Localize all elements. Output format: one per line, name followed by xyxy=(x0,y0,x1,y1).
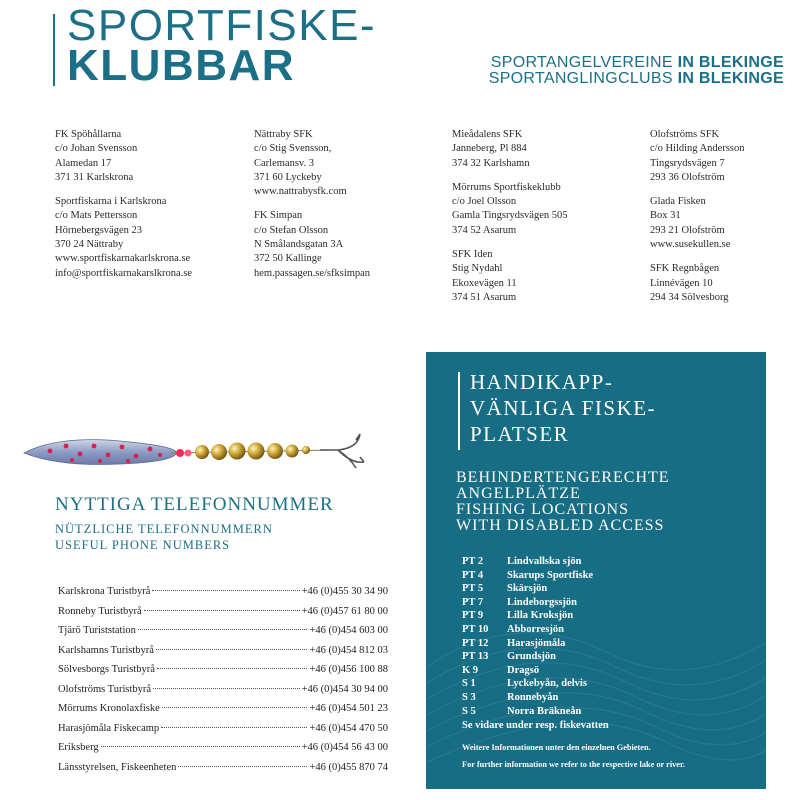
location-name: Lilla Kroksjön xyxy=(507,610,574,622)
club-address-line: 371 31 Karlskrona xyxy=(55,171,134,183)
info-german: Weitere Informationen unter den einzelnen Gebieten. xyxy=(462,743,651,752)
location-name: Ronnebyån xyxy=(507,691,559,703)
club-address-line: 371 60 Lyckeby xyxy=(254,171,322,183)
club-entry xyxy=(650,262,745,305)
dot-leader xyxy=(101,746,300,747)
subtitle-german-suffix: IN BLEKINGE xyxy=(677,54,784,71)
club-entry xyxy=(254,128,370,199)
club-address-line: Janneberg, Pl 884 xyxy=(452,143,527,155)
phone-number: +46 (0)456 100 88 xyxy=(309,664,388,675)
panel-subtitle-line2: ANGELPLÄTZE xyxy=(456,485,581,502)
club-address-line: 374 32 Karlshamn xyxy=(452,157,530,169)
location-row xyxy=(462,610,593,624)
club-address-line: c/o Johan Svensson xyxy=(55,143,138,155)
location-name: Dragsö xyxy=(507,664,540,676)
location-code: PT 13 xyxy=(462,651,489,663)
club-column-2 xyxy=(254,128,370,291)
dot-leader xyxy=(157,668,308,669)
club-name: Sportfiskarna i Karlskrona xyxy=(55,196,167,208)
panel-accent-bar xyxy=(458,372,460,450)
club-address-line: 370 24 Nättraby xyxy=(55,239,124,251)
club-entry xyxy=(650,128,745,185)
phone-row xyxy=(58,645,388,665)
club-address-line: Box 31 xyxy=(650,210,681,222)
location-name: Skärsjön xyxy=(507,583,548,595)
club-link[interactable]: www.sportfiskarnakarlskrona.se xyxy=(55,253,191,265)
club-address-line: 293 21 Olofström xyxy=(650,224,725,236)
subtitle-english-prefix: SPORTANGLINGCLUBS xyxy=(488,70,678,87)
phone-number: +46 (0)454 30 94 00 xyxy=(301,683,388,695)
club-address-line: Tingsrydsvägen 7 xyxy=(650,157,725,169)
club-address-line: N Smålandsgatan 3A xyxy=(254,239,344,251)
location-code: PT 4 xyxy=(462,569,484,581)
phone-contact-name: Harasjömåla Fiskecamp xyxy=(58,722,160,734)
phone-number: +46 (0)454 603 00 xyxy=(309,625,388,636)
phones-title: NYTTIGA TELEFONNUMMER xyxy=(55,494,334,515)
club-address-line: Gamla Tingsrydsvägen 505 xyxy=(452,210,568,222)
location-row xyxy=(462,678,593,692)
location-row xyxy=(462,556,593,570)
phone-contact-name: Ronneby Turistbyrå xyxy=(58,605,142,617)
location-code: K 9 xyxy=(462,664,479,676)
club-name: FK Spöhållarna xyxy=(55,129,122,140)
phone-row xyxy=(58,625,388,645)
dot-leader xyxy=(153,688,300,689)
phone-number: +46 (0)454 501 23 xyxy=(309,703,388,714)
phone-contact-name: Olofströms Turistbyrå xyxy=(58,683,152,695)
club-address-line: Alamedan 17 xyxy=(55,157,112,169)
phone-number: +46 (0)457 61 80 00 xyxy=(301,605,388,617)
page-title-line2: KLUBBAR xyxy=(67,41,296,90)
dot-leader xyxy=(161,727,307,728)
phone-contact-name: Sölvesborgs Turistbyrå xyxy=(58,664,155,675)
club-entry xyxy=(650,195,745,252)
club-entry xyxy=(55,128,192,185)
location-name: Lindeborgssjön xyxy=(507,596,578,608)
accessible-locations-panel xyxy=(426,352,766,789)
location-row xyxy=(462,692,593,706)
club-name: SFK Iden xyxy=(452,249,493,261)
page-title-line1: SPORTFISKE- xyxy=(67,1,377,50)
club-address-line: Ekoxevägen 11 xyxy=(452,277,517,289)
phone-row xyxy=(58,586,388,606)
club-address-line: 293 36 Olofström xyxy=(650,171,725,183)
phone-row xyxy=(58,742,388,762)
dot-leader xyxy=(178,766,307,767)
phone-row xyxy=(58,723,388,743)
dot-leader xyxy=(156,649,307,650)
club-entry xyxy=(254,209,370,280)
phone-row xyxy=(58,703,388,723)
fishing-lure-image xyxy=(20,420,370,480)
club-entry xyxy=(452,181,568,238)
location-row xyxy=(462,597,593,611)
club-link[interactable]: hem.passagen.se/sfksimpan xyxy=(254,267,371,279)
location-code: PT 10 xyxy=(462,623,489,635)
location-name: Lindvallska sjön xyxy=(507,556,582,567)
location-name: Abborresjön xyxy=(507,623,564,635)
location-name: Norra Bräkneån xyxy=(507,705,582,717)
location-code: S 1 xyxy=(462,678,476,690)
location-code: PT 9 xyxy=(462,610,484,622)
location-code: PT 5 xyxy=(462,583,484,595)
panel-subtitle-line3: FISHING LOCATIONS xyxy=(456,501,630,518)
location-name: Grundsjön xyxy=(507,651,557,663)
location-row xyxy=(462,638,593,652)
panel-title-line3: PLATSER xyxy=(470,422,570,446)
club-name: Glada Fisken xyxy=(650,196,706,208)
dot-leader xyxy=(138,629,308,630)
club-link[interactable]: info@sportfiskarnakarslkrona.se xyxy=(55,267,193,279)
panel-title-line2: VÄNLIGA FISKE- xyxy=(470,396,657,420)
subtitle-english xyxy=(489,71,784,87)
club-entry xyxy=(55,195,192,281)
location-code: PT 2 xyxy=(462,556,484,567)
club-address-line: c/o Stig Svensson, xyxy=(254,143,332,155)
phone-number: +46 (0)454 470 50 xyxy=(309,722,388,734)
club-address-line: 374 52 Asarum xyxy=(452,224,517,236)
club-address-line: 294 34 Sölvesborg xyxy=(650,291,729,303)
location-code: S 5 xyxy=(462,705,476,717)
location-name: Skarups Sportfiske xyxy=(507,569,594,581)
location-code: S 3 xyxy=(462,691,476,703)
club-name: SFK Regnbågen xyxy=(650,263,720,275)
club-address-line: c/o Mats Pettersson xyxy=(55,210,138,222)
phone-number: +46 (0)454 56 43 00 xyxy=(301,742,388,753)
location-code: PT 7 xyxy=(462,596,484,608)
phone-contact-name: Mörrums Kronolaxfiske xyxy=(58,703,160,714)
subtitle-german-prefix: SPORTANGELVEREINE xyxy=(490,54,678,71)
dot-leader xyxy=(152,590,299,591)
club-name: Mörrums Sportfiskeklubb xyxy=(452,181,561,193)
club-column-4 xyxy=(650,128,745,315)
club-address-line: c/o Stefan Olsson xyxy=(254,224,329,236)
location-row xyxy=(462,665,593,679)
info-english: For further information we refer to the respective lake or river. xyxy=(462,760,685,769)
dot-leader xyxy=(162,707,308,708)
subtitle-german xyxy=(491,55,784,71)
club-address-line: Linnévägen 10 xyxy=(650,277,713,289)
phone-number: +46 (0)455 30 34 90 xyxy=(301,586,388,597)
club-entry xyxy=(452,248,568,305)
phone-number: +46 (0)455 870 74 xyxy=(309,761,388,773)
club-address-line: c/o Joel Olsson xyxy=(452,196,517,208)
club-address-line: 374 51 Asarum xyxy=(452,291,517,303)
panel-subtitle-line4: WITH DISABLED ACCESS xyxy=(456,517,665,534)
location-name: Harasjömåla xyxy=(507,637,566,649)
location-list xyxy=(462,556,593,719)
phone-row xyxy=(58,762,388,782)
location-row xyxy=(462,583,593,597)
phone-contact-name: Eriksberg xyxy=(58,742,99,753)
location-row xyxy=(462,570,593,584)
club-address-line: Carlemansv. 3 xyxy=(254,157,314,169)
phone-contact-name: Tjärö Turiststation xyxy=(58,625,136,636)
phone-row xyxy=(58,664,388,684)
club-name: Mieådalens SFK xyxy=(452,129,523,140)
phone-contact-name: Karlskrona Turistbyrå xyxy=(58,586,151,597)
phone-list xyxy=(58,586,388,781)
panel-subtitle-line1: BEHINDERTENGERECHTE xyxy=(456,469,670,486)
club-name: Olofströms SFK xyxy=(650,129,720,140)
location-row xyxy=(462,651,593,665)
club-link[interactable]: www.nattrabysfk.com xyxy=(254,186,347,198)
dot-leader xyxy=(144,610,300,611)
phones-subtitle-english: USEFUL PHONE NUMBERS xyxy=(55,538,231,552)
club-link[interactable]: www.susekullen.se xyxy=(650,239,731,251)
club-column-3 xyxy=(452,128,568,315)
club-entry xyxy=(452,128,568,171)
phone-contact-name: Länsstyrelsen, Fiskeenheten xyxy=(58,761,177,773)
phone-contact-name: Karlshamns Turistbyrå xyxy=(58,644,154,656)
phones-subtitle-german: NÜTZLICHE TELEFONNUMMERN xyxy=(55,522,273,536)
phone-number: +46 (0)454 812 03 xyxy=(309,644,388,656)
title-accent-bar xyxy=(53,14,55,86)
location-code: PT 12 xyxy=(462,637,489,649)
club-name: FK Simpan xyxy=(254,210,303,222)
club-name: Nättraby SFK xyxy=(254,129,313,140)
panel-title-line1: HANDIKAPP- xyxy=(470,370,614,394)
club-address-line: Stig Nydahl xyxy=(452,263,503,275)
subtitle-english-suffix: IN BLEKINGE xyxy=(677,70,784,87)
location-row xyxy=(462,706,593,720)
location-name: Lyckebyån, delvis xyxy=(507,678,587,690)
location-note: Se vidare under resp. fiskevatten xyxy=(462,720,609,731)
club-column-1 xyxy=(55,128,192,291)
phone-row xyxy=(58,684,388,704)
location-row xyxy=(462,624,593,638)
club-address-line: Hörnebergsvägen 23 xyxy=(55,224,142,236)
phone-row xyxy=(58,606,388,626)
club-address-line: 372 50 Kallinge xyxy=(254,253,322,265)
club-address-line: c/o Hilding Andersson xyxy=(650,143,745,155)
